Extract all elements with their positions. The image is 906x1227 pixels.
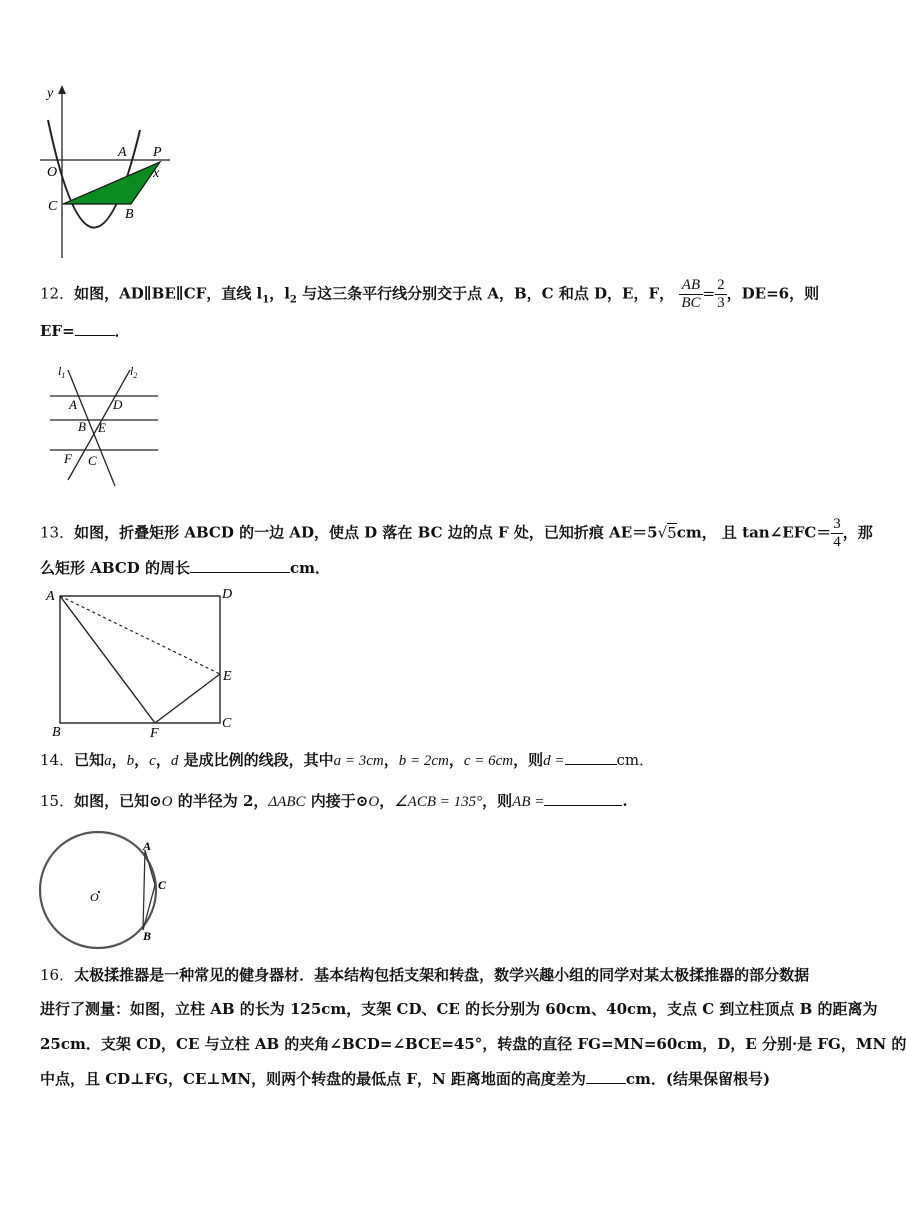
answer-blank[interactable]	[190, 558, 290, 573]
question-number: 13．	[40, 523, 75, 542]
q16-text: 中点，且 CD⊥FG，CE⊥MN，则两个转盘的最低点 F，N 距离地面的高度差为	[40, 1070, 586, 1088]
question-16-line1	[40, 964, 809, 986]
q12-text: 如图，AD∥BE∥CF，直线 l	[74, 284, 263, 303]
question-15	[40, 790, 628, 813]
q12-text: ，l	[269, 284, 290, 303]
q13-text: 如图，折叠矩形 ABCD 的一边 AD，使点 D 落在 BC 边的点 F 处，已知折痕 AE＝5	[74, 523, 658, 542]
line-l1-label: $l_1$	[58, 364, 66, 380]
question-number: 14．	[40, 751, 75, 769]
angle-acb: ∠ACB = 135°	[394, 794, 483, 810]
point-o-label: O	[47, 165, 58, 180]
circle-o: O	[161, 794, 173, 810]
rectangle-fold-figure	[40, 584, 245, 739]
point-d-label: D	[113, 397, 123, 412]
q15-text: .	[622, 792, 628, 810]
parabola-figure	[30, 80, 175, 260]
point-c-label: C	[222, 716, 232, 731]
point-b-label: B	[143, 929, 152, 943]
question-number: 16．	[40, 966, 75, 984]
point-f-label: F	[150, 726, 159, 741]
q13-text: ，那	[842, 523, 873, 542]
y-axis-arrow	[58, 85, 66, 94]
q15-text: ，	[379, 792, 395, 810]
question-12	[40, 277, 819, 312]
point-a-label: A	[69, 397, 77, 412]
subscript: 2	[289, 294, 297, 306]
q16-text: 进行了测量：如图，立柱 AB 的长为 125cm，支架 CD、CE 的长分别为 60cm、40cm，支点 C 到立柱顶点 B 的距离为	[40, 1000, 878, 1018]
fraction-3-4: $\frac{3}{4}$	[833, 516, 841, 550]
answer-blank[interactable]	[586, 1069, 626, 1084]
point-c-label: C	[48, 199, 58, 214]
fraction-2-3: $\frac{2}{3}$	[717, 277, 725, 311]
ab-value: AB =	[512, 794, 545, 810]
question-13	[40, 516, 873, 551]
q15-text: 的半径为 2，	[177, 792, 269, 810]
q13-text: cm， 且 tan∠EFC＝	[676, 523, 832, 542]
center-o-label: O	[90, 890, 99, 904]
b-value: b = 2cm	[398, 753, 449, 769]
question-number: 12．	[40, 284, 75, 303]
d-value: d =	[543, 753, 565, 769]
var-b: b	[126, 753, 135, 769]
triangle-abc: ΔABC	[268, 794, 306, 810]
answer-blank[interactable]	[544, 791, 622, 806]
answer-blank[interactable]	[565, 750, 617, 765]
point-b-label: B	[125, 207, 134, 222]
q16-text: 太极揉推器是一种常见的健身器材．基本结构包括支架和转盘，数学兴趣小组的同学对某太极揉推器的部分数据	[74, 966, 810, 984]
q13-text: cm．	[290, 559, 331, 577]
point-b-label: B	[52, 725, 61, 740]
q15-text: ，则	[482, 792, 513, 810]
question-16-line4	[40, 1068, 770, 1090]
equals: =	[702, 284, 716, 303]
point-e-label: E	[98, 420, 106, 435]
question-16-line2	[40, 998, 878, 1020]
circle-figure	[40, 828, 175, 953]
x-axis-label: x	[153, 166, 160, 181]
c-value: c = 6cm	[463, 753, 514, 769]
y-axis-label: y	[47, 86, 54, 101]
point-a-label: A	[46, 589, 55, 604]
a-value: a = 3cm	[333, 753, 384, 769]
point-a-label: A	[143, 839, 152, 853]
q12-text: ，DE=6，则	[726, 284, 820, 303]
point-a-label: A	[118, 145, 127, 160]
line-l2-label: $l_2$	[130, 364, 138, 380]
question-number: 15．	[40, 792, 75, 810]
q15-text: 内接于⊙	[310, 792, 369, 810]
q13-text: 么矩形 ABCD 的周长	[40, 559, 190, 577]
q12-text: EF=	[40, 322, 75, 340]
point-c-label: C	[158, 878, 167, 892]
point-f-label: F	[64, 451, 72, 466]
q12-text: 与这三条平行线分别交于点 A，B，C 和点 D，E，F，	[296, 284, 675, 303]
point-p-label: P	[153, 145, 162, 160]
q14-text: 已知	[74, 751, 105, 769]
question-14: 14．已知a，b，c，d 是成比例的线段，其中a = 3cm，b = 2cm，c = 6cm，则d = cm．	[40, 751, 655, 769]
q16-text: 25cm．支架 CD，CE 与立柱 AB 的夹角∠BCD=∠BCE=45°，转盘的直径 FG=MN=60cm，D，E 分别·是 FG，MN 的	[40, 1035, 906, 1053]
answer-blank[interactable]	[75, 321, 115, 336]
point-d-label: D	[222, 587, 233, 602]
point-c-label: C	[88, 453, 97, 468]
q16-text: cm．(结果保留根号)	[625, 1070, 771, 1088]
parallel-lines-figure	[40, 360, 165, 490]
var-d: d	[170, 753, 179, 769]
q12-text: ．	[114, 322, 130, 340]
var-c: c	[149, 753, 156, 769]
circle-o: O	[368, 794, 380, 810]
q15-text: 如图，已知⊙	[74, 792, 162, 810]
var-a: a	[104, 753, 112, 769]
sqrt-5: √5	[657, 523, 677, 542]
question-16-line3	[40, 1033, 906, 1055]
subscript: 1	[262, 294, 270, 306]
q14-text: 是成比例的线段，其中	[183, 751, 334, 769]
point-b-label: B	[78, 419, 86, 434]
unit: cm．	[616, 751, 655, 769]
q14-text: ，则	[513, 751, 544, 769]
question-12-line2	[40, 320, 130, 342]
question-13-line2	[40, 557, 330, 579]
triangle-cbp	[63, 162, 160, 204]
point-e-label: E	[223, 669, 232, 684]
fraction-ab-bc: $\frac{AB}{BC}$	[681, 277, 701, 311]
